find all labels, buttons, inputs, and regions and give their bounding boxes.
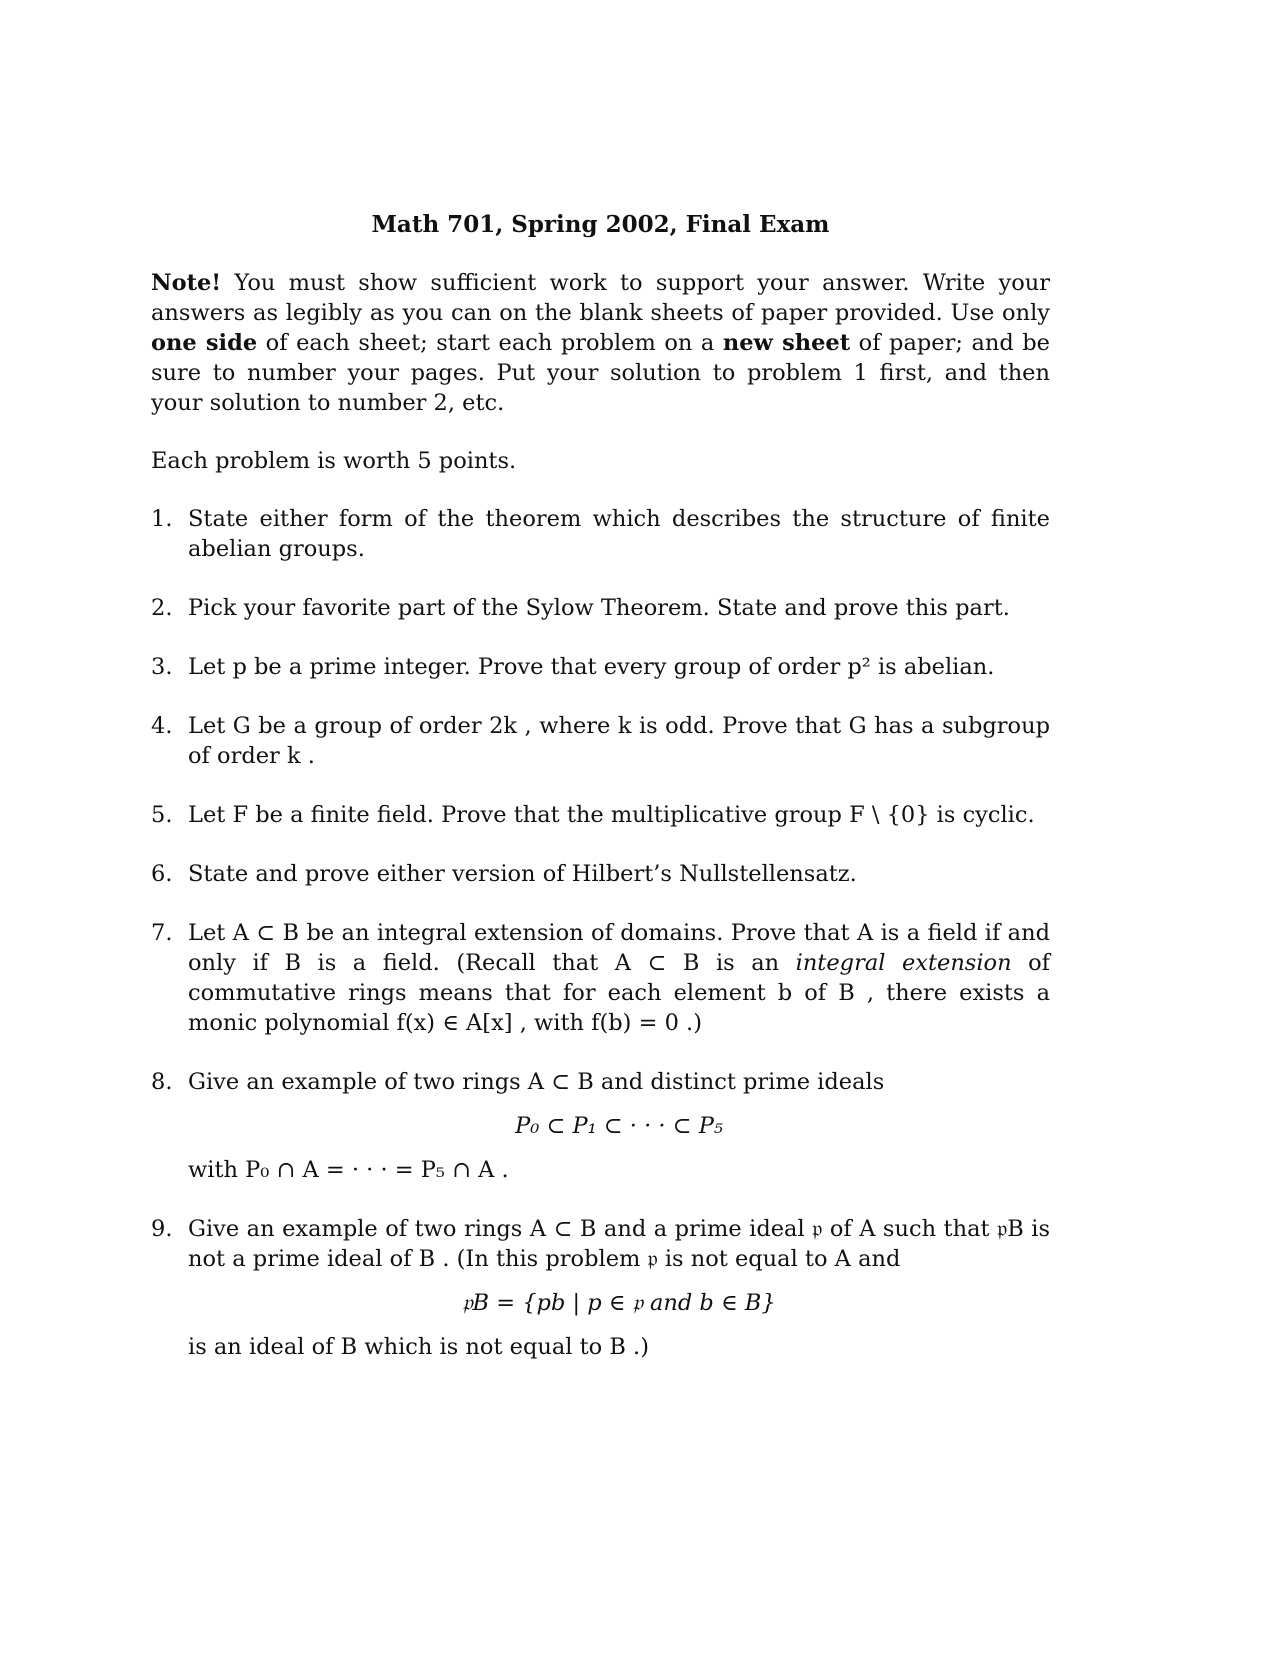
problem-text-a: Give an example of two rings A ⊂ B and a prime ideal 𝔭 of A such that 𝔭B is not a prime ideal of B . (In this problem 𝔭 is not equal to A and (188, 1216, 1050, 1272)
problem-7 (151, 918, 1050, 1038)
problem-5 (151, 800, 1050, 830)
problem-text: State and prove either version of Hilbert’s Nullstellensatz. (188, 861, 857, 887)
exam-title: Math 701, Spring 2002, Final Exam (371, 211, 830, 238)
problem-number: 4. (151, 713, 173, 739)
problem-number: 7. (151, 920, 173, 946)
problem-number: 3. (151, 654, 173, 680)
problem-8 (151, 1067, 1050, 1185)
problem-4 (151, 711, 1050, 771)
problem-text: Let p be a prime integer. Prove that every group of order p² is abelian. (188, 654, 995, 680)
note-text-1: You must show sufficient work to support your answer. Write your answers as legibly as you can on the blank sheets of paper provided. Use only (151, 270, 1050, 326)
problem-list (151, 504, 1050, 1362)
problem-number: 6. (151, 861, 173, 887)
problem-9 (151, 1214, 1050, 1362)
exam-note (151, 268, 1050, 418)
note-bold-1: one side (151, 330, 258, 356)
points-statement: Each problem is worth 5 points. (151, 448, 517, 474)
problem-number: 8. (151, 1069, 173, 1095)
problem-number: 9. (151, 1216, 173, 1242)
problem-text-b: with P₀ ∩ A = · · · = P₅ ∩ A . (188, 1157, 509, 1183)
problem-3 (151, 652, 1050, 682)
note-lead: Note! (151, 270, 222, 296)
problem-text: Let F be a finite field. Prove that the multiplicative group F \ {0} is cyclic. (188, 802, 1035, 828)
problem-text-a: Let A ⊂ B be an integral extension of domains. Prove that A is a field if and only if B is a field. (Recall that A ⊂ B is an (188, 920, 1050, 976)
exam-page (151, 210, 1050, 1391)
note-bold-2: new sheet (722, 330, 851, 356)
problem-text-b: of commutative rings means that for each element b of B , there exists a monic polynomial f(x) ∈ A[x] , with f(b) = 0 .) (188, 950, 1050, 1036)
problem-2 (151, 593, 1050, 623)
problem-text: State either form of the theorem which describes the structure of finite abelian groups. (188, 506, 1050, 562)
problem-number: 5. (151, 802, 173, 828)
problem-text: Pick your favorite part of the Sylow Theorem. State and prove this part. (188, 595, 1010, 621)
problem-6 (151, 859, 1050, 889)
display-equation: 𝔭B = {pb | p ∈ 𝔭 and b ∈ B} (462, 1290, 776, 1316)
note-text-3: of paper; and be sure to number your pages. Put your solution to problem 1 first, and then your solution to number 2, etc. (151, 330, 1050, 416)
problem-number: 2. (151, 595, 173, 621)
problem-text: Let G be a group of order 2k , where k is odd. Prove that G has a subgroup of order k . (188, 713, 1050, 769)
display-equation: P₀ ⊂ P₁ ⊂ · · · ⊂ P₅ (515, 1113, 723, 1139)
problem-text-b: is an ideal of B which is not equal to B .) (188, 1334, 649, 1360)
note-text-2: of each sheet; start each problem on a (257, 330, 723, 356)
problem-1 (151, 504, 1050, 564)
problem-number: 1. (151, 506, 173, 532)
problem-emphasis: integral extension (795, 950, 1012, 976)
problem-text-a: Give an example of two rings A ⊂ B and distinct prime ideals (188, 1069, 885, 1095)
